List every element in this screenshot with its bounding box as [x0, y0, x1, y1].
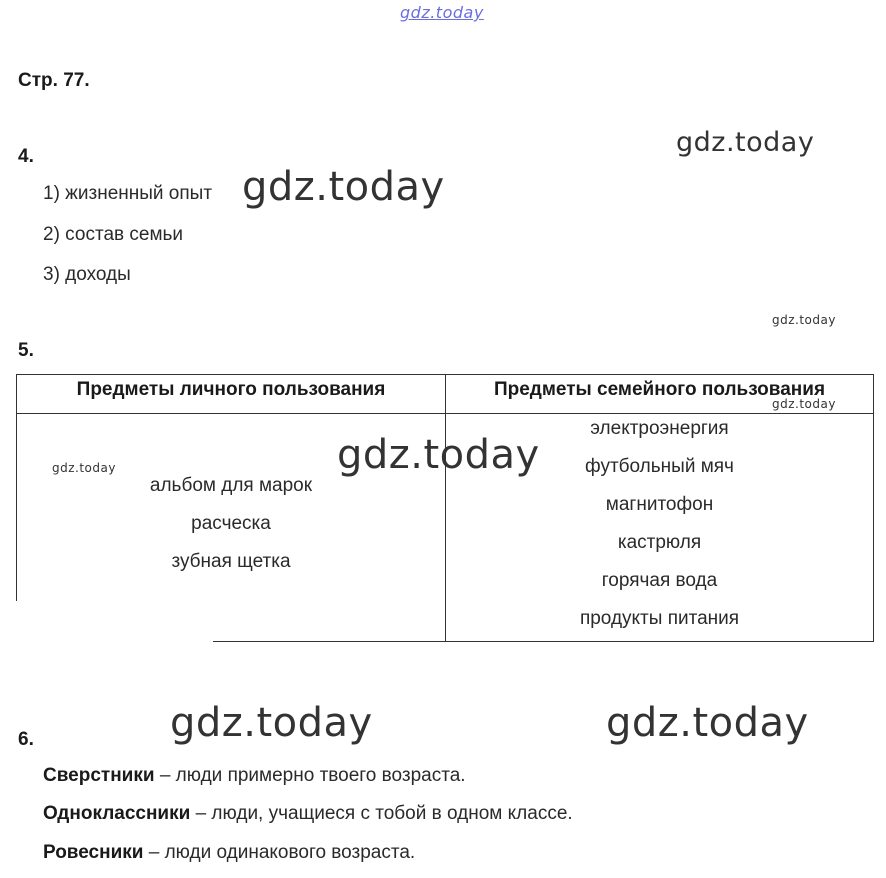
definition-3-text: – люди одинакового возраста. — [143, 842, 416, 863]
task4-item-1: 1) жизненный опыт — [43, 183, 213, 204]
definition-1-text: – люди примерно твоего возраста. — [154, 765, 466, 786]
page-label: Стр. 77. — [18, 70, 90, 91]
definition-2-text: – люди, учащиеся с тобой в одном классе. — [190, 803, 573, 824]
definition-2-term: Одноклассники — [43, 803, 191, 824]
task4-item-2: 2) состав семьи — [43, 224, 184, 245]
watermark-medium-1: gdz.today — [676, 127, 815, 158]
task5-number: 5. — [18, 340, 34, 361]
family-item-2: футбольный мяч — [585, 456, 734, 477]
watermark-top: gdz.today — [400, 3, 484, 22]
definition-3 — [43, 842, 415, 864]
personal-item-2: расческа — [191, 513, 271, 534]
definition-3-term: Ровесники — [43, 842, 144, 863]
table-right-border — [873, 374, 874, 642]
definition-2 — [43, 803, 573, 825]
watermark-large-4: gdz.today — [606, 700, 809, 746]
watermark-large-1: gdz.today — [242, 164, 445, 210]
watermark-large-2: gdz.today — [337, 432, 540, 478]
watermark-small-3: gdz.today — [52, 461, 116, 475]
personal-item-1: альбом для марок — [149, 475, 313, 496]
family-item-4: кастрюля — [617, 532, 702, 553]
task4-item-3: 3) доходы — [43, 264, 131, 285]
definition-1 — [43, 765, 466, 787]
family-item-6: продукты питания — [579, 608, 740, 629]
watermark-small-1: gdz.today — [772, 313, 836, 327]
task6-number: 6. — [18, 729, 34, 750]
watermark-small-2: gdz.today — [772, 397, 836, 411]
family-item-1: электроэнергия — [590, 418, 729, 439]
family-item-3: магнитофон — [605, 494, 714, 515]
family-item-5: горячая вода — [601, 570, 718, 591]
task4-number: 4. — [18, 146, 34, 167]
table-header-personal: Предметы личного пользования — [76, 379, 386, 400]
table-header-family: Предметы семейного пользования — [493, 379, 826, 400]
definition-1-term: Сверстники — [43, 765, 155, 786]
table-bottom-border — [213, 641, 874, 642]
watermark-large-3: gdz.today — [170, 700, 373, 746]
personal-item-3: зубная щетка — [171, 551, 291, 572]
